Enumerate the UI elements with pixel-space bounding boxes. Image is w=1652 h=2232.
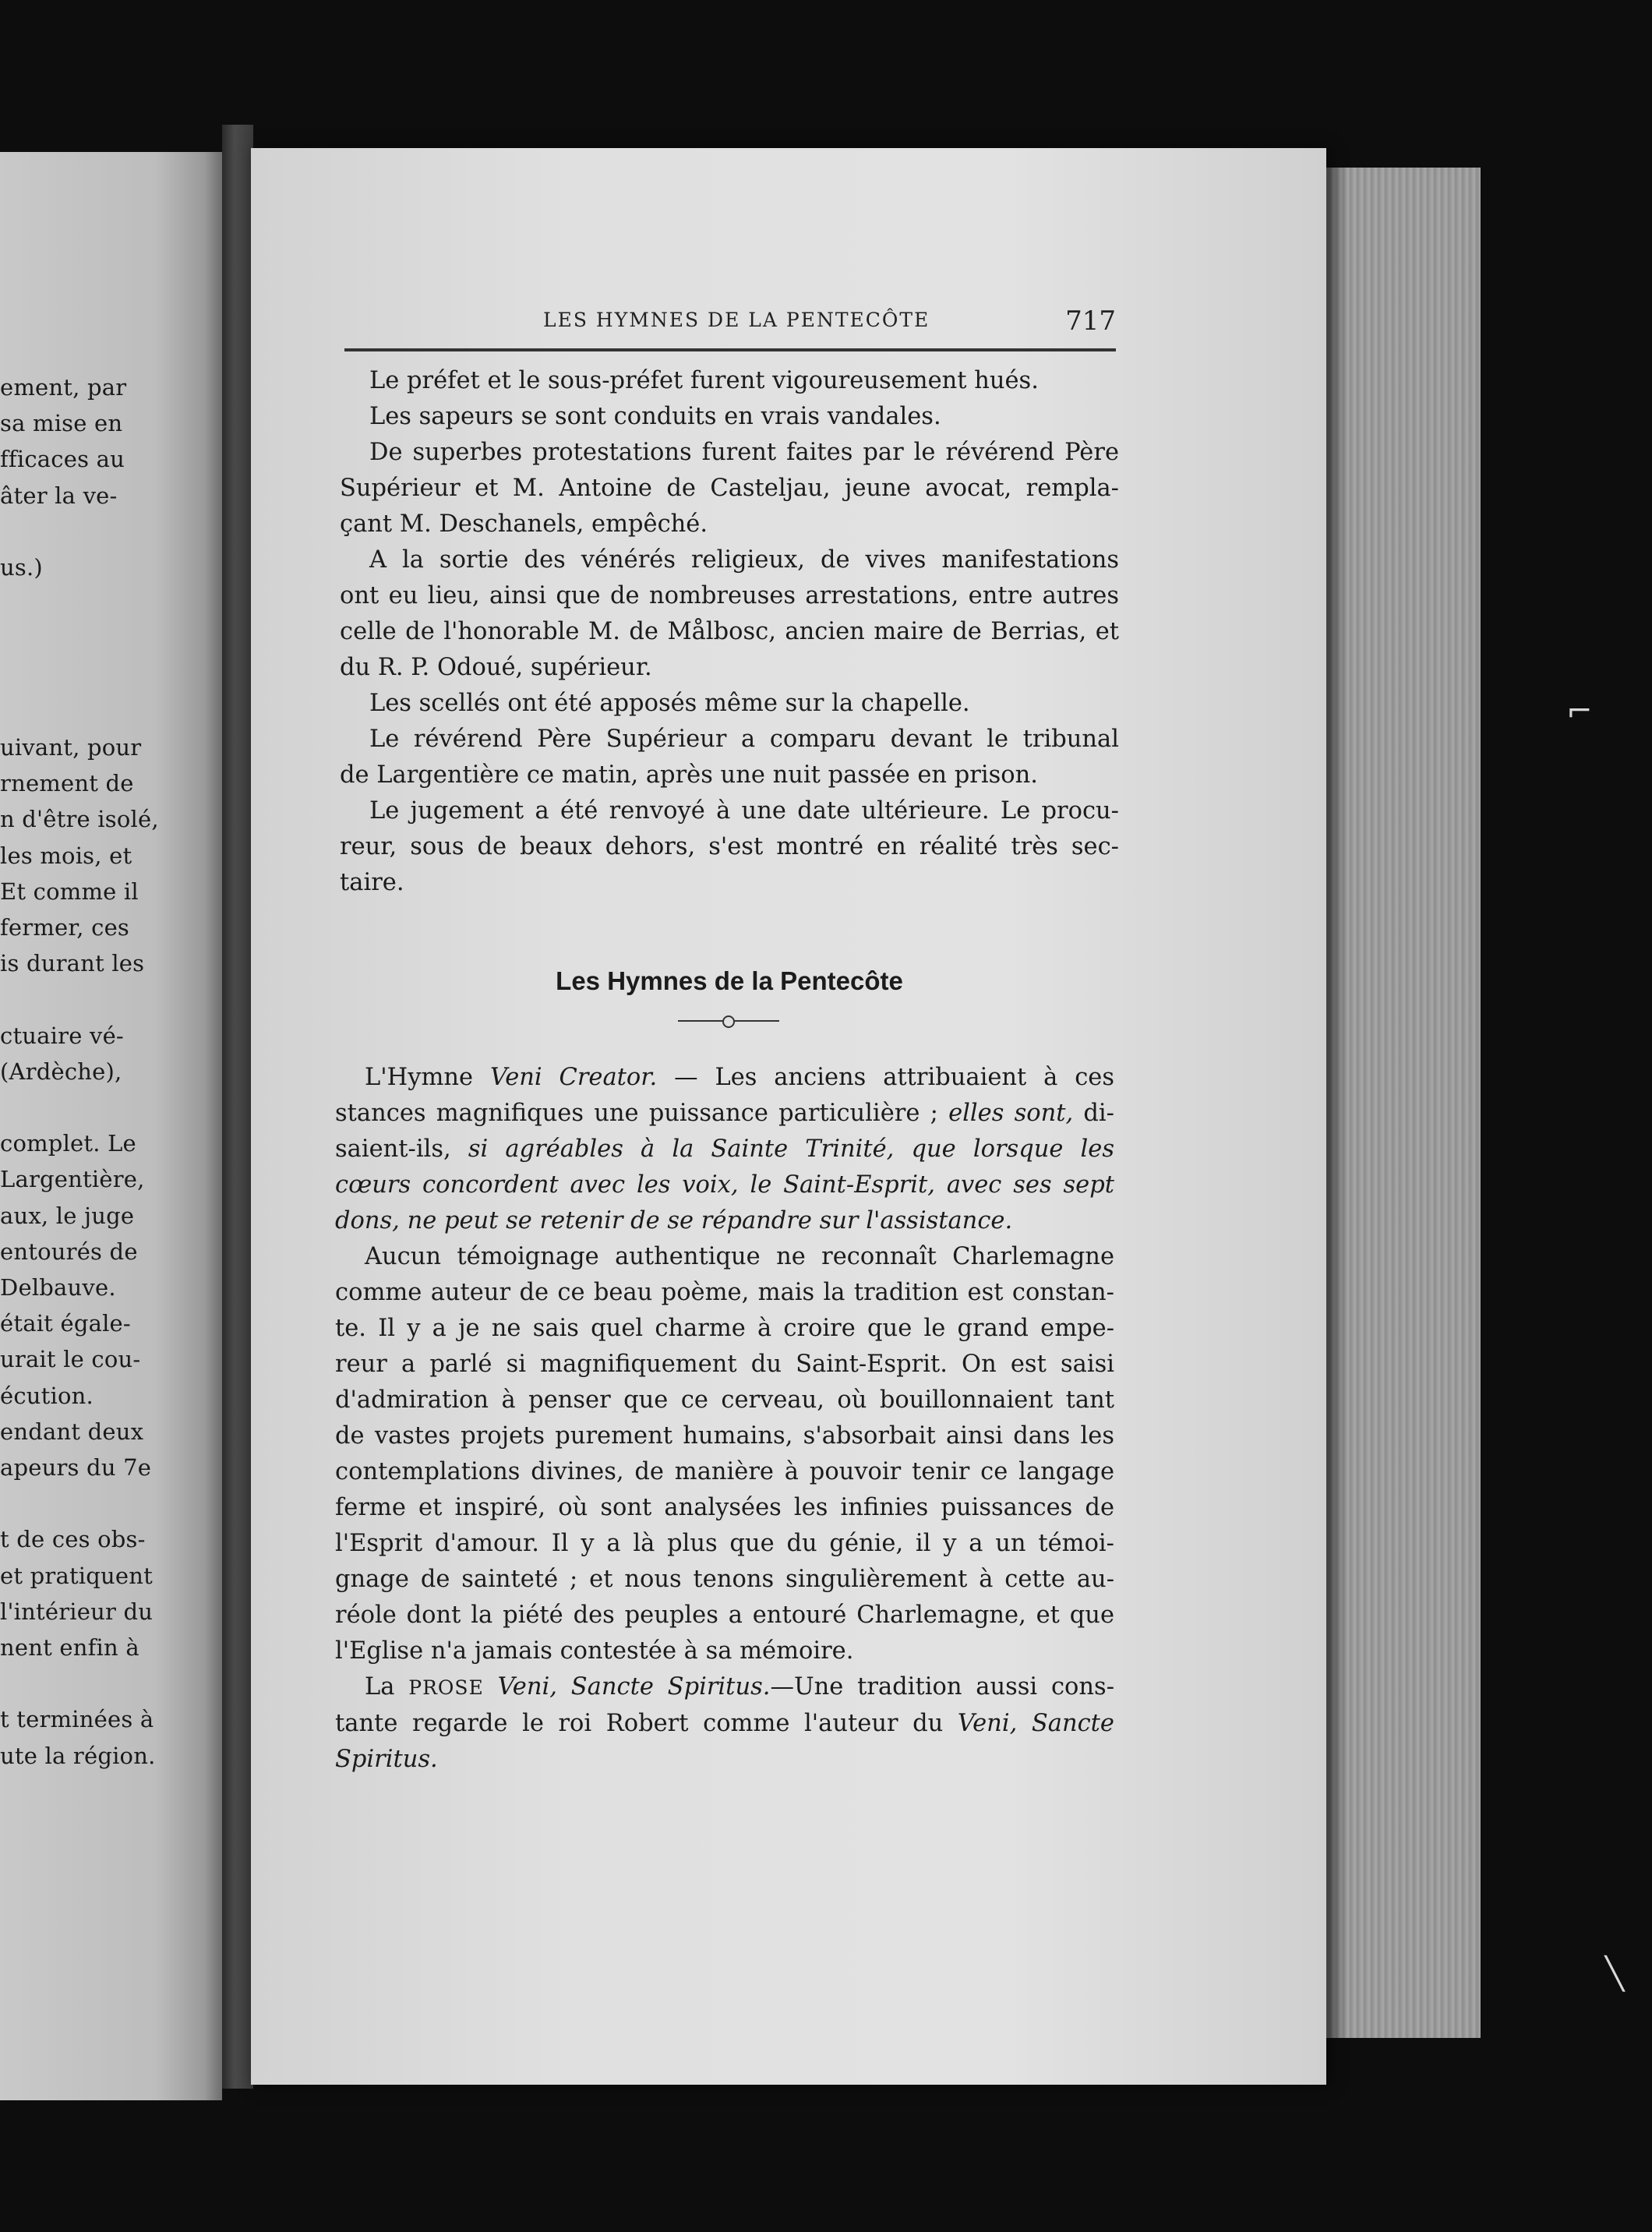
paragraph-line: te. Il y a je ne sais quel charme à croire que le grand empe- xyxy=(335,1315,1114,1342)
text-run: di- xyxy=(1073,1100,1114,1127)
veni-creator-line xyxy=(335,1132,1114,1167)
paragraph-line: ferme et inspiré, où sont analysées les infinies puissances de xyxy=(335,1494,1114,1521)
left-page-line: l'intérieur du xyxy=(0,1598,154,1625)
italic-run: cœurs concordent avec les voix, le Saint-Esprit, avec ses sept xyxy=(335,1171,1114,1199)
left-page-line: Largentière, xyxy=(0,1166,145,1193)
veni-creator-line xyxy=(335,1203,1114,1239)
charlemagne-paragraph xyxy=(335,1239,1114,1669)
paragraph-line: de Largentière ce matin, après une nuit passée en prison. xyxy=(340,761,1038,789)
prose-line xyxy=(335,1706,1114,1742)
veni-creator-line xyxy=(335,1060,1114,1096)
left-page-line: t de ces obs- xyxy=(0,1526,146,1553)
paragraph-line: d'admiration à penser que ce cerveau, où bouillonnaient tant xyxy=(335,1386,1114,1414)
left-page-text xyxy=(0,152,222,2100)
paragraph-line: Aucun témoignage authentique ne reconnaît Charlemagne xyxy=(365,1243,1114,1270)
dust-speck: ⌐ xyxy=(1566,694,1593,729)
text-run: —Une tradition aussi cons- xyxy=(770,1673,1114,1700)
prose-title-italic: Veni, Sancte Spiritus. xyxy=(483,1673,771,1700)
veni-creator-line xyxy=(335,1167,1114,1203)
left-page-line: us.) xyxy=(0,554,43,581)
small-caps-run: PROSE xyxy=(408,1676,484,1699)
text-run: stances magnifiques une puissance particulière ; xyxy=(335,1100,949,1127)
left-page-line: était égale- xyxy=(0,1310,131,1337)
left-page-line: aux, le juge xyxy=(0,1202,135,1229)
paragraph-line: celle de l'honorable M. de Målbosc, ancien maire de Berrias, et xyxy=(340,618,1119,645)
paragraph-line: Supérieur et M. Antoine de Casteljau, jeune avocat, rempla- xyxy=(340,475,1119,502)
left-page xyxy=(0,152,222,2100)
body-text-hymns xyxy=(335,1060,1114,1778)
text-run: L'Hymne xyxy=(365,1064,490,1091)
left-page-line: apeurs du 7e xyxy=(0,1454,152,1481)
left-page-line: ute la région. xyxy=(0,1742,156,1769)
paragraph-line: Le révérend Père Supérieur a comparu devant le tribunal xyxy=(369,726,1119,753)
book-gutter xyxy=(222,125,253,2089)
left-page-line: uivant, pour xyxy=(0,734,142,761)
paragraph-line: çant M. Deschanels, empêché. xyxy=(340,510,708,538)
left-page-line: ement, par xyxy=(0,374,127,401)
veni-creator-line xyxy=(335,1096,1114,1132)
paragraph-line: Le jugement a été renvoyé à une date ultérieure. Le procu- xyxy=(369,797,1119,825)
paragraph-line: de vastes projets purement humains, s'absorbait ainsi dans les xyxy=(335,1422,1114,1450)
italic-run: Spiritus. xyxy=(335,1746,438,1773)
left-page-line: urait le cou- xyxy=(0,1346,141,1373)
ornament-divider xyxy=(678,1013,779,1029)
italic-run: elles sont, xyxy=(948,1100,1074,1127)
left-page-line: endant deux xyxy=(0,1418,144,1445)
paragraph-line: ont eu lieu, ainsi que de nombreuses arrestations, entre autres xyxy=(340,582,1119,609)
left-page-line: complet. Le xyxy=(0,1130,136,1157)
paragraph-line: contemplations divines, de manière à pouvoir tenir ce langage xyxy=(335,1458,1114,1485)
section-heading: Les Hymnes de la Pentecôte xyxy=(556,966,903,995)
page-edge-shadow xyxy=(1325,168,1348,2038)
left-page-line: Delbauve. xyxy=(0,1274,116,1301)
paragraph-line: Les sapeurs se sont conduits en vrais vandales. xyxy=(369,403,941,430)
paragraph-line: l'Esprit d'amour. Il y a là plus que du génie, il y a un témoi- xyxy=(335,1530,1114,1557)
page-number: 717 xyxy=(1065,305,1116,337)
book-page-edge xyxy=(1325,168,1481,2038)
left-page-line: écution. xyxy=(0,1382,94,1409)
left-page-line: ctuaire vé- xyxy=(0,1022,124,1049)
text-run: — Les anciens attribuaient à ces xyxy=(657,1064,1114,1091)
page-header xyxy=(344,305,1116,343)
left-page-line: âter la ve- xyxy=(0,482,118,509)
left-page-line: fermer, ces xyxy=(0,914,130,941)
italic-run: dons, ne peut se retenir de se répandre sur l'assistance. xyxy=(335,1207,1013,1234)
running-title: LES HYMNES DE LA PENTECÔTE xyxy=(543,309,930,331)
left-page-line: nent enfin à xyxy=(0,1634,139,1661)
paragraph-line: réole dont la piété des peuples a entouré Charlemagne, et que xyxy=(335,1602,1114,1629)
left-page-line: Et comme il xyxy=(0,878,139,905)
prose-line xyxy=(335,1742,1114,1778)
body-text-top xyxy=(340,363,1119,901)
paragraph-line: gnage de sainteté ; et nous tenons singulièrement à cette au- xyxy=(335,1566,1114,1593)
paragraph-line: du R. P. Odoué, supérieur. xyxy=(340,654,652,681)
paragraph-line: reur a parlé si magnifiquement du Saint-Esprit. On est saisi xyxy=(335,1351,1114,1378)
header-rule xyxy=(344,348,1116,351)
left-page-line: rnement de xyxy=(0,770,134,797)
paragraph-line: A la sortie des vénérés religieux, de vives manifestations xyxy=(369,546,1119,574)
left-page-line: sa mise en xyxy=(0,410,123,437)
text-run: tante regarde le roi Robert comme l'auteur du xyxy=(335,1710,958,1737)
left-page-line: entourés de xyxy=(0,1238,138,1265)
left-page-line: (Ardèche), xyxy=(0,1058,122,1085)
italic-run: Veni, Sancte xyxy=(957,1710,1114,1737)
left-page-line: et pratiquent xyxy=(0,1562,154,1589)
dust-speck: ╲ xyxy=(1605,1956,1625,1992)
italic-run: si agréables à la Sainte Trinité, que lorsque les xyxy=(468,1135,1114,1163)
paragraph-line: taire. xyxy=(340,869,404,896)
hymn-title-italic: Veni Creator. xyxy=(489,1064,658,1091)
ornament-circle-icon xyxy=(722,1015,735,1028)
left-page-line: is durant les xyxy=(0,950,145,977)
paragraph-line: l'Eglise n'a jamais contestée à sa mémoire. xyxy=(335,1637,854,1665)
prose-line xyxy=(335,1669,1114,1706)
text-run: La xyxy=(365,1673,409,1700)
paragraph-line: reur, sous de beaux dehors, s'est montré en réalité très sec- xyxy=(340,833,1119,860)
paragraph-line: comme auteur de ce beau poème, mais la tradition est constan- xyxy=(335,1279,1114,1306)
text-run: saient-ils, xyxy=(335,1135,468,1163)
paragraph-line: De superbes protestations furent faites par le révérend Père xyxy=(369,439,1119,466)
left-page-line: les mois, et xyxy=(0,842,132,869)
paragraph-line: Les scellés ont été apposés même sur la chapelle. xyxy=(369,690,970,717)
left-page-line: fficaces au xyxy=(0,446,125,473)
left-page-line: t terminées à xyxy=(0,1706,154,1733)
left-page-line: n d'être isolé, xyxy=(0,806,159,833)
paragraph-line: Le préfet et le sous-préfet furent vigoureusement hués. xyxy=(369,367,1039,394)
